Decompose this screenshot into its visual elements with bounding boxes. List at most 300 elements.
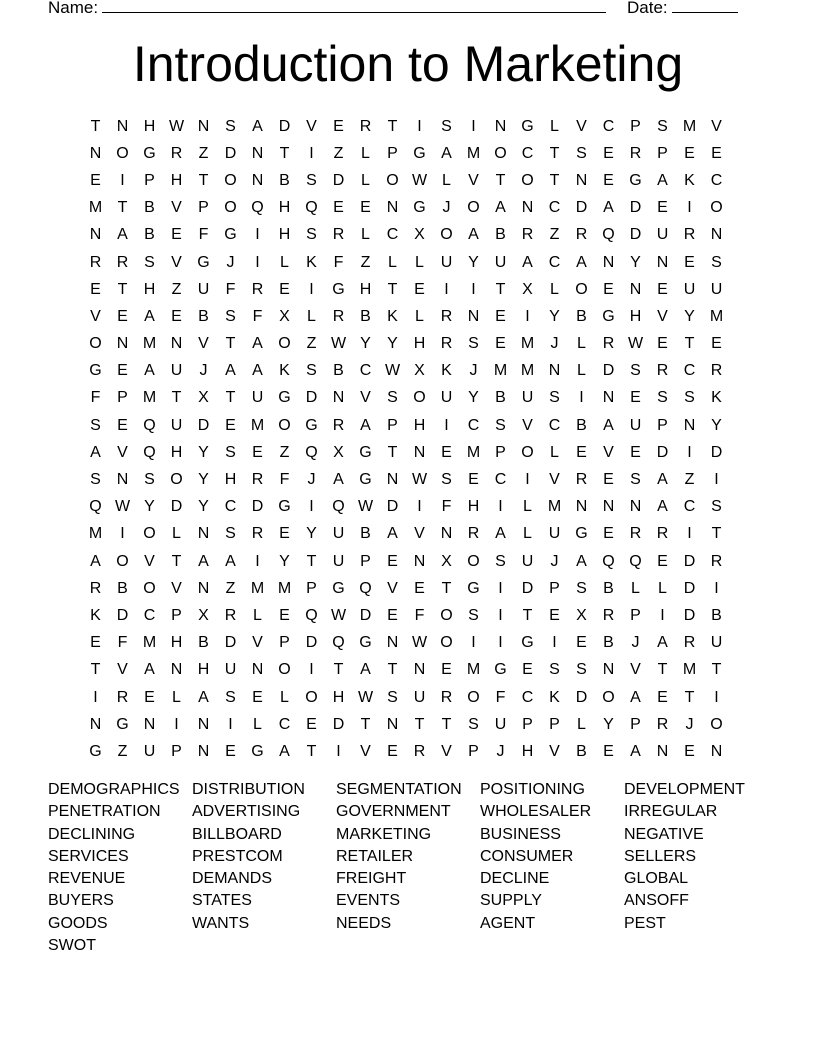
grid-letter[interactable]: N	[602, 389, 615, 407]
grid-letter[interactable]: V	[522, 416, 533, 434]
grid-letter[interactable]: C	[359, 362, 372, 380]
grid-letter[interactable]: B	[333, 362, 344, 380]
grid-letter[interactable]: O	[116, 144, 129, 162]
grid-letter[interactable]: X	[522, 280, 533, 298]
grid-letter[interactable]: O	[278, 335, 291, 353]
grid-letter[interactable]: M	[277, 579, 292, 597]
grid-letter[interactable]: E	[495, 307, 506, 325]
grid-letter[interactable]: N	[494, 117, 507, 135]
grid-letter[interactable]: T	[90, 117, 101, 135]
grid-letter[interactable]: E	[117, 307, 128, 325]
grid-letter[interactable]: U	[332, 525, 345, 543]
grid-letter[interactable]: S	[306, 171, 317, 189]
grid-letter[interactable]: L	[550, 280, 559, 298]
grid-letter[interactable]: A	[279, 742, 290, 760]
grid-letter[interactable]: B	[144, 226, 155, 244]
grid-letter[interactable]: R	[332, 307, 345, 325]
grid-letter[interactable]: F	[279, 471, 290, 489]
name-blank-field[interactable]	[102, 0, 606, 13]
grid-letter[interactable]: M	[709, 307, 724, 325]
grid-letter[interactable]: E	[279, 280, 290, 298]
grid-letter[interactable]: C	[548, 199, 561, 217]
grid-letter[interactable]: J	[307, 471, 316, 489]
grid-letter[interactable]: R	[440, 688, 453, 706]
grid-letter[interactable]: Y	[198, 498, 209, 516]
grid-letter[interactable]: M	[142, 335, 157, 353]
grid-letter[interactable]: O	[278, 416, 291, 434]
grid-letter[interactable]: N	[710, 226, 723, 244]
grid-letter[interactable]: O	[467, 199, 480, 217]
grid-letter[interactable]: E	[90, 634, 101, 652]
grid-letter[interactable]: V	[441, 742, 452, 760]
grid-letter[interactable]: R	[656, 525, 669, 543]
grid-letter[interactable]: N	[602, 498, 615, 516]
grid-letter[interactable]: N	[89, 144, 102, 162]
grid-letter[interactable]: G	[89, 742, 102, 760]
grid-letter[interactable]: I	[417, 498, 422, 516]
grid-letter[interactable]: K	[387, 307, 398, 325]
grid-letter[interactable]: N	[413, 661, 426, 679]
grid-letter[interactable]: Y	[630, 253, 641, 271]
grid-letter[interactable]: G	[116, 715, 129, 733]
grid-letter[interactable]: L	[361, 144, 370, 162]
grid-letter[interactable]: L	[442, 171, 451, 189]
grid-letter[interactable]: L	[307, 307, 316, 325]
grid-letter[interactable]: A	[630, 742, 641, 760]
grid-letter[interactable]: E	[495, 335, 506, 353]
grid-letter[interactable]: Z	[225, 579, 236, 597]
grid-letter[interactable]: G	[602, 307, 615, 325]
grid-letter[interactable]: R	[602, 606, 615, 624]
grid-letter[interactable]: N	[413, 443, 426, 461]
grid-letter[interactable]: W	[411, 171, 428, 189]
grid-letter[interactable]: Y	[684, 307, 695, 325]
grid-letter[interactable]: D	[521, 579, 534, 597]
grid-letter[interactable]: U	[494, 715, 507, 733]
grid-letter[interactable]: G	[143, 144, 156, 162]
grid-letter[interactable]: A	[657, 498, 668, 516]
grid-letter[interactable]: N	[710, 742, 723, 760]
grid-letter[interactable]: V	[360, 742, 371, 760]
grid-letter[interactable]: T	[171, 552, 182, 570]
grid-letter[interactable]: V	[117, 661, 128, 679]
grid-letter[interactable]: T	[495, 280, 506, 298]
grid-letter[interactable]: I	[120, 171, 125, 189]
grid-letter[interactable]: I	[498, 634, 503, 652]
grid-letter[interactable]: T	[387, 117, 398, 135]
grid-letter[interactable]: R	[440, 335, 453, 353]
grid-letter[interactable]: N	[197, 742, 210, 760]
grid-letter[interactable]: N	[629, 280, 642, 298]
grid-letter[interactable]: R	[629, 525, 642, 543]
grid-letter[interactable]: F	[495, 688, 506, 706]
grid-letter[interactable]: A	[522, 253, 533, 271]
grid-letter[interactable]: E	[657, 688, 668, 706]
grid-letter[interactable]: H	[629, 307, 642, 325]
grid-letter[interactable]: D	[251, 498, 264, 516]
grid-letter[interactable]: E	[711, 144, 722, 162]
grid-letter[interactable]: O	[170, 471, 183, 489]
grid-letter[interactable]: V	[198, 335, 209, 353]
grid-letter[interactable]: N	[548, 362, 561, 380]
grid-letter[interactable]: Q	[251, 199, 264, 217]
grid-letter[interactable]: C	[494, 471, 507, 489]
grid-letter[interactable]: L	[577, 362, 586, 380]
grid-letter[interactable]: U	[332, 552, 345, 570]
grid-letter[interactable]: P	[360, 552, 371, 570]
grid-letter[interactable]: W	[168, 117, 185, 135]
grid-letter[interactable]: D	[224, 144, 237, 162]
grid-letter[interactable]: N	[89, 715, 102, 733]
grid-letter[interactable]: H	[224, 471, 237, 489]
grid-letter[interactable]: Y	[306, 525, 317, 543]
grid-letter[interactable]: E	[225, 416, 236, 434]
grid-letter[interactable]: P	[630, 715, 641, 733]
grid-letter[interactable]: H	[413, 335, 426, 353]
grid-letter[interactable]: A	[387, 525, 398, 543]
grid-letter[interactable]: E	[225, 742, 236, 760]
grid-letter[interactable]: E	[279, 606, 290, 624]
grid-letter[interactable]: R	[170, 144, 183, 162]
grid-letter[interactable]: O	[494, 144, 507, 162]
grid-letter[interactable]: B	[495, 226, 506, 244]
grid-letter[interactable]: Q	[143, 416, 156, 434]
grid-letter[interactable]: J	[226, 253, 235, 271]
grid-letter[interactable]: I	[444, 416, 449, 434]
grid-letter[interactable]: B	[279, 171, 290, 189]
grid-letter[interactable]: B	[117, 579, 128, 597]
grid-letter[interactable]: A	[603, 416, 614, 434]
grid-letter[interactable]: F	[333, 253, 344, 271]
grid-letter[interactable]: K	[549, 688, 560, 706]
grid-letter[interactable]: M	[142, 634, 157, 652]
grid-letter[interactable]: M	[250, 579, 265, 597]
grid-letter[interactable]: D	[332, 171, 345, 189]
grid-letter[interactable]: B	[576, 307, 587, 325]
grid-letter[interactable]: P	[306, 579, 317, 597]
grid-letter[interactable]: A	[144, 307, 155, 325]
grid-letter[interactable]: S	[225, 688, 236, 706]
grid-letter[interactable]: G	[413, 144, 426, 162]
grid-letter[interactable]: U	[170, 362, 183, 380]
grid-letter[interactable]: E	[117, 362, 128, 380]
grid-letter[interactable]: B	[603, 634, 614, 652]
grid-letter[interactable]: H	[278, 226, 291, 244]
grid-letter[interactable]: F	[441, 498, 452, 516]
grid-letter[interactable]: N	[386, 634, 399, 652]
grid-letter[interactable]: O	[440, 606, 453, 624]
grid-letter[interactable]: L	[361, 226, 370, 244]
grid-letter[interactable]: G	[332, 579, 345, 597]
grid-letter[interactable]: F	[117, 634, 128, 652]
grid-letter[interactable]: G	[521, 117, 534, 135]
grid-letter[interactable]: O	[224, 199, 237, 217]
grid-letter[interactable]: C	[683, 362, 696, 380]
grid-letter[interactable]: Z	[117, 742, 128, 760]
grid-letter[interactable]: T	[522, 606, 533, 624]
grid-letter[interactable]: D	[575, 688, 588, 706]
grid-letter[interactable]: A	[198, 688, 209, 706]
grid-letter[interactable]: J	[199, 362, 208, 380]
grid-letter[interactable]: E	[630, 389, 641, 407]
grid-letter[interactable]: T	[495, 171, 506, 189]
grid-letter[interactable]: N	[440, 525, 453, 543]
grid-letter[interactable]: L	[388, 253, 397, 271]
grid-letter[interactable]: U	[656, 226, 669, 244]
grid-letter[interactable]: E	[171, 226, 182, 244]
grid-letter[interactable]: T	[279, 144, 290, 162]
grid-letter[interactable]: E	[684, 253, 695, 271]
grid-letter[interactable]: A	[360, 661, 371, 679]
grid-letter[interactable]: P	[171, 742, 182, 760]
grid-letter[interactable]: U	[413, 688, 426, 706]
grid-letter[interactable]: S	[306, 362, 317, 380]
grid-letter[interactable]: D	[197, 416, 210, 434]
grid-letter[interactable]: A	[495, 199, 506, 217]
grid-letter[interactable]: M	[88, 525, 103, 543]
grid-letter[interactable]: E	[252, 443, 263, 461]
grid-letter[interactable]: R	[413, 742, 426, 760]
grid-letter[interactable]: A	[252, 117, 263, 135]
grid-letter[interactable]: O	[143, 525, 156, 543]
grid-letter[interactable]: K	[441, 362, 452, 380]
grid-letter[interactable]: E	[144, 688, 155, 706]
grid-letter[interactable]: R	[629, 144, 642, 162]
grid-letter[interactable]: P	[117, 389, 128, 407]
grid-letter[interactable]: C	[224, 498, 237, 516]
grid-letter[interactable]: D	[278, 117, 291, 135]
grid-letter[interactable]: S	[90, 471, 101, 489]
grid-letter[interactable]: S	[495, 416, 506, 434]
grid-letter[interactable]: Q	[602, 226, 615, 244]
grid-letter[interactable]: R	[575, 471, 588, 489]
grid-letter[interactable]: J	[442, 199, 451, 217]
grid-letter[interactable]: U	[521, 552, 534, 570]
grid-letter[interactable]: G	[89, 362, 102, 380]
grid-letter[interactable]: R	[116, 253, 129, 271]
grid-letter[interactable]: S	[630, 471, 641, 489]
grid-letter[interactable]: H	[170, 634, 183, 652]
grid-letter[interactable]: S	[441, 117, 452, 135]
grid-letter[interactable]: G	[197, 253, 210, 271]
grid-letter[interactable]: A	[441, 144, 452, 162]
grid-letter[interactable]: C	[521, 688, 534, 706]
grid-letter[interactable]: Q	[332, 498, 345, 516]
grid-letter[interactable]: U	[710, 634, 723, 652]
grid-letter[interactable]: C	[278, 715, 291, 733]
grid-letter[interactable]: J	[631, 634, 640, 652]
grid-letter[interactable]: M	[466, 144, 481, 162]
grid-letter[interactable]: U	[521, 389, 534, 407]
grid-letter[interactable]: R	[710, 362, 723, 380]
grid-letter[interactable]: M	[493, 362, 508, 380]
grid-letter[interactable]: E	[333, 199, 344, 217]
grid-letter[interactable]: R	[332, 416, 345, 434]
grid-letter[interactable]: C	[386, 226, 399, 244]
grid-letter[interactable]: R	[359, 117, 372, 135]
grid-letter[interactable]: A	[360, 416, 371, 434]
grid-letter[interactable]: L	[658, 579, 667, 597]
grid-letter[interactable]: I	[228, 715, 233, 733]
grid-letter[interactable]: E	[603, 471, 614, 489]
grid-letter[interactable]: D	[629, 226, 642, 244]
grid-letter[interactable]: N	[197, 117, 210, 135]
grid-letter[interactable]: A	[657, 471, 668, 489]
grid-letter[interactable]: A	[252, 362, 263, 380]
grid-letter[interactable]: V	[576, 117, 587, 135]
grid-letter[interactable]: Z	[549, 226, 560, 244]
grid-letter[interactable]: Z	[198, 144, 209, 162]
grid-letter[interactable]: P	[549, 715, 560, 733]
grid-letter[interactable]: P	[522, 715, 533, 733]
grid-letter[interactable]: V	[414, 525, 425, 543]
grid-letter[interactable]: E	[441, 661, 452, 679]
grid-letter[interactable]: K	[90, 606, 101, 624]
grid-letter[interactable]: S	[495, 552, 506, 570]
grid-letter[interactable]: G	[413, 199, 426, 217]
grid-letter[interactable]: P	[387, 416, 398, 434]
grid-letter[interactable]: G	[278, 498, 291, 516]
grid-letter[interactable]: D	[386, 498, 399, 516]
grid-letter[interactable]: S	[711, 253, 722, 271]
grid-letter[interactable]: O	[521, 171, 534, 189]
grid-letter[interactable]: R	[656, 715, 669, 733]
grid-letter[interactable]: J	[550, 552, 559, 570]
grid-letter[interactable]: Z	[279, 443, 290, 461]
grid-letter[interactable]: B	[360, 525, 371, 543]
grid-letter[interactable]: E	[576, 634, 587, 652]
grid-letter[interactable]: N	[656, 742, 669, 760]
grid-letter[interactable]: U	[251, 389, 264, 407]
grid-letter[interactable]: A	[90, 443, 101, 461]
grid-letter[interactable]: V	[171, 579, 182, 597]
grid-letter[interactable]: C	[467, 416, 480, 434]
grid-letter[interactable]: F	[198, 226, 209, 244]
grid-letter[interactable]: E	[279, 525, 290, 543]
grid-letter[interactable]: I	[471, 280, 476, 298]
grid-letter[interactable]: G	[575, 525, 588, 543]
grid-letter[interactable]: G	[278, 389, 291, 407]
grid-letter[interactable]: J	[496, 742, 505, 760]
grid-letter[interactable]: I	[498, 579, 503, 597]
grid-letter[interactable]: S	[441, 471, 452, 489]
grid-letter[interactable]: I	[660, 606, 665, 624]
grid-letter[interactable]: U	[548, 525, 561, 543]
grid-letter[interactable]: A	[144, 661, 155, 679]
grid-letter[interactable]: I	[255, 226, 260, 244]
grid-letter[interactable]: V	[549, 471, 560, 489]
grid-letter[interactable]: E	[387, 742, 398, 760]
grid-letter[interactable]: T	[657, 661, 668, 679]
grid-letter[interactable]: D	[575, 199, 588, 217]
grid-letter[interactable]: O	[710, 715, 723, 733]
grid-letter[interactable]: T	[684, 688, 695, 706]
grid-letter[interactable]: I	[309, 280, 314, 298]
grid-letter[interactable]: V	[657, 307, 668, 325]
grid-letter[interactable]: W	[627, 335, 644, 353]
grid-letter[interactable]: D	[656, 443, 669, 461]
grid-letter[interactable]: S	[630, 362, 641, 380]
grid-letter[interactable]: D	[359, 606, 372, 624]
grid-letter[interactable]: O	[575, 280, 588, 298]
grid-letter[interactable]: E	[414, 280, 425, 298]
grid-letter[interactable]: V	[711, 117, 722, 135]
grid-letter[interactable]: T	[549, 144, 560, 162]
grid-letter[interactable]: L	[550, 117, 559, 135]
grid-letter[interactable]: T	[387, 280, 398, 298]
grid-letter[interactable]: O	[413, 389, 426, 407]
grid-letter[interactable]: E	[630, 443, 641, 461]
grid-letter[interactable]: I	[444, 280, 449, 298]
grid-letter[interactable]: X	[198, 389, 209, 407]
grid-letter[interactable]: N	[251, 144, 264, 162]
grid-letter[interactable]: H	[170, 171, 183, 189]
grid-letter[interactable]: R	[440, 307, 453, 325]
grid-letter[interactable]: Q	[602, 552, 615, 570]
grid-letter[interactable]: Y	[468, 253, 479, 271]
grid-letter[interactable]: A	[144, 362, 155, 380]
grid-letter[interactable]: H	[521, 742, 534, 760]
grid-letter[interactable]: T	[549, 171, 560, 189]
grid-letter[interactable]: Q	[305, 606, 318, 624]
grid-letter[interactable]: P	[198, 199, 209, 217]
grid-letter[interactable]: S	[387, 688, 398, 706]
grid-letter[interactable]: R	[251, 525, 264, 543]
grid-letter[interactable]: T	[711, 661, 722, 679]
grid-letter[interactable]: F	[225, 280, 236, 298]
grid-letter[interactable]: E	[657, 280, 668, 298]
grid-letter[interactable]: Z	[360, 253, 371, 271]
grid-letter[interactable]: I	[471, 634, 476, 652]
grid-letter[interactable]: D	[683, 579, 696, 597]
grid-letter[interactable]: N	[116, 335, 129, 353]
grid-letter[interactable]: O	[440, 226, 453, 244]
grid-letter[interactable]: R	[89, 253, 102, 271]
grid-letter[interactable]: V	[387, 579, 398, 597]
grid-letter[interactable]: G	[305, 416, 318, 434]
grid-letter[interactable]: L	[415, 253, 424, 271]
grid-letter[interactable]: R	[683, 634, 696, 652]
grid-letter[interactable]: W	[357, 688, 374, 706]
grid-letter[interactable]: U	[197, 280, 210, 298]
grid-letter[interactable]: T	[387, 661, 398, 679]
grid-letter[interactable]: D	[224, 634, 237, 652]
grid-letter[interactable]: N	[575, 171, 588, 189]
grid-letter[interactable]: N	[386, 199, 399, 217]
grid-letter[interactable]: U	[143, 742, 156, 760]
grid-letter[interactable]: T	[225, 335, 236, 353]
grid-letter[interactable]: S	[684, 389, 695, 407]
grid-letter[interactable]: T	[198, 171, 209, 189]
grid-letter[interactable]: B	[198, 307, 209, 325]
grid-letter[interactable]: A	[603, 199, 614, 217]
grid-letter[interactable]: V	[468, 171, 479, 189]
grid-letter[interactable]: S	[549, 389, 560, 407]
grid-letter[interactable]: Y	[603, 715, 614, 733]
grid-letter[interactable]: N	[197, 715, 210, 733]
grid-letter[interactable]: O	[602, 688, 615, 706]
grid-letter[interactable]: F	[252, 307, 263, 325]
grid-letter[interactable]: I	[309, 498, 314, 516]
grid-letter[interactable]: G	[521, 634, 534, 652]
grid-letter[interactable]: B	[360, 307, 371, 325]
grid-letter[interactable]: G	[251, 742, 264, 760]
grid-letter[interactable]: S	[576, 579, 587, 597]
grid-letter[interactable]: S	[306, 226, 317, 244]
grid-letter[interactable]: T	[441, 715, 452, 733]
grid-letter[interactable]: B	[198, 634, 209, 652]
grid-letter[interactable]: O	[305, 688, 318, 706]
